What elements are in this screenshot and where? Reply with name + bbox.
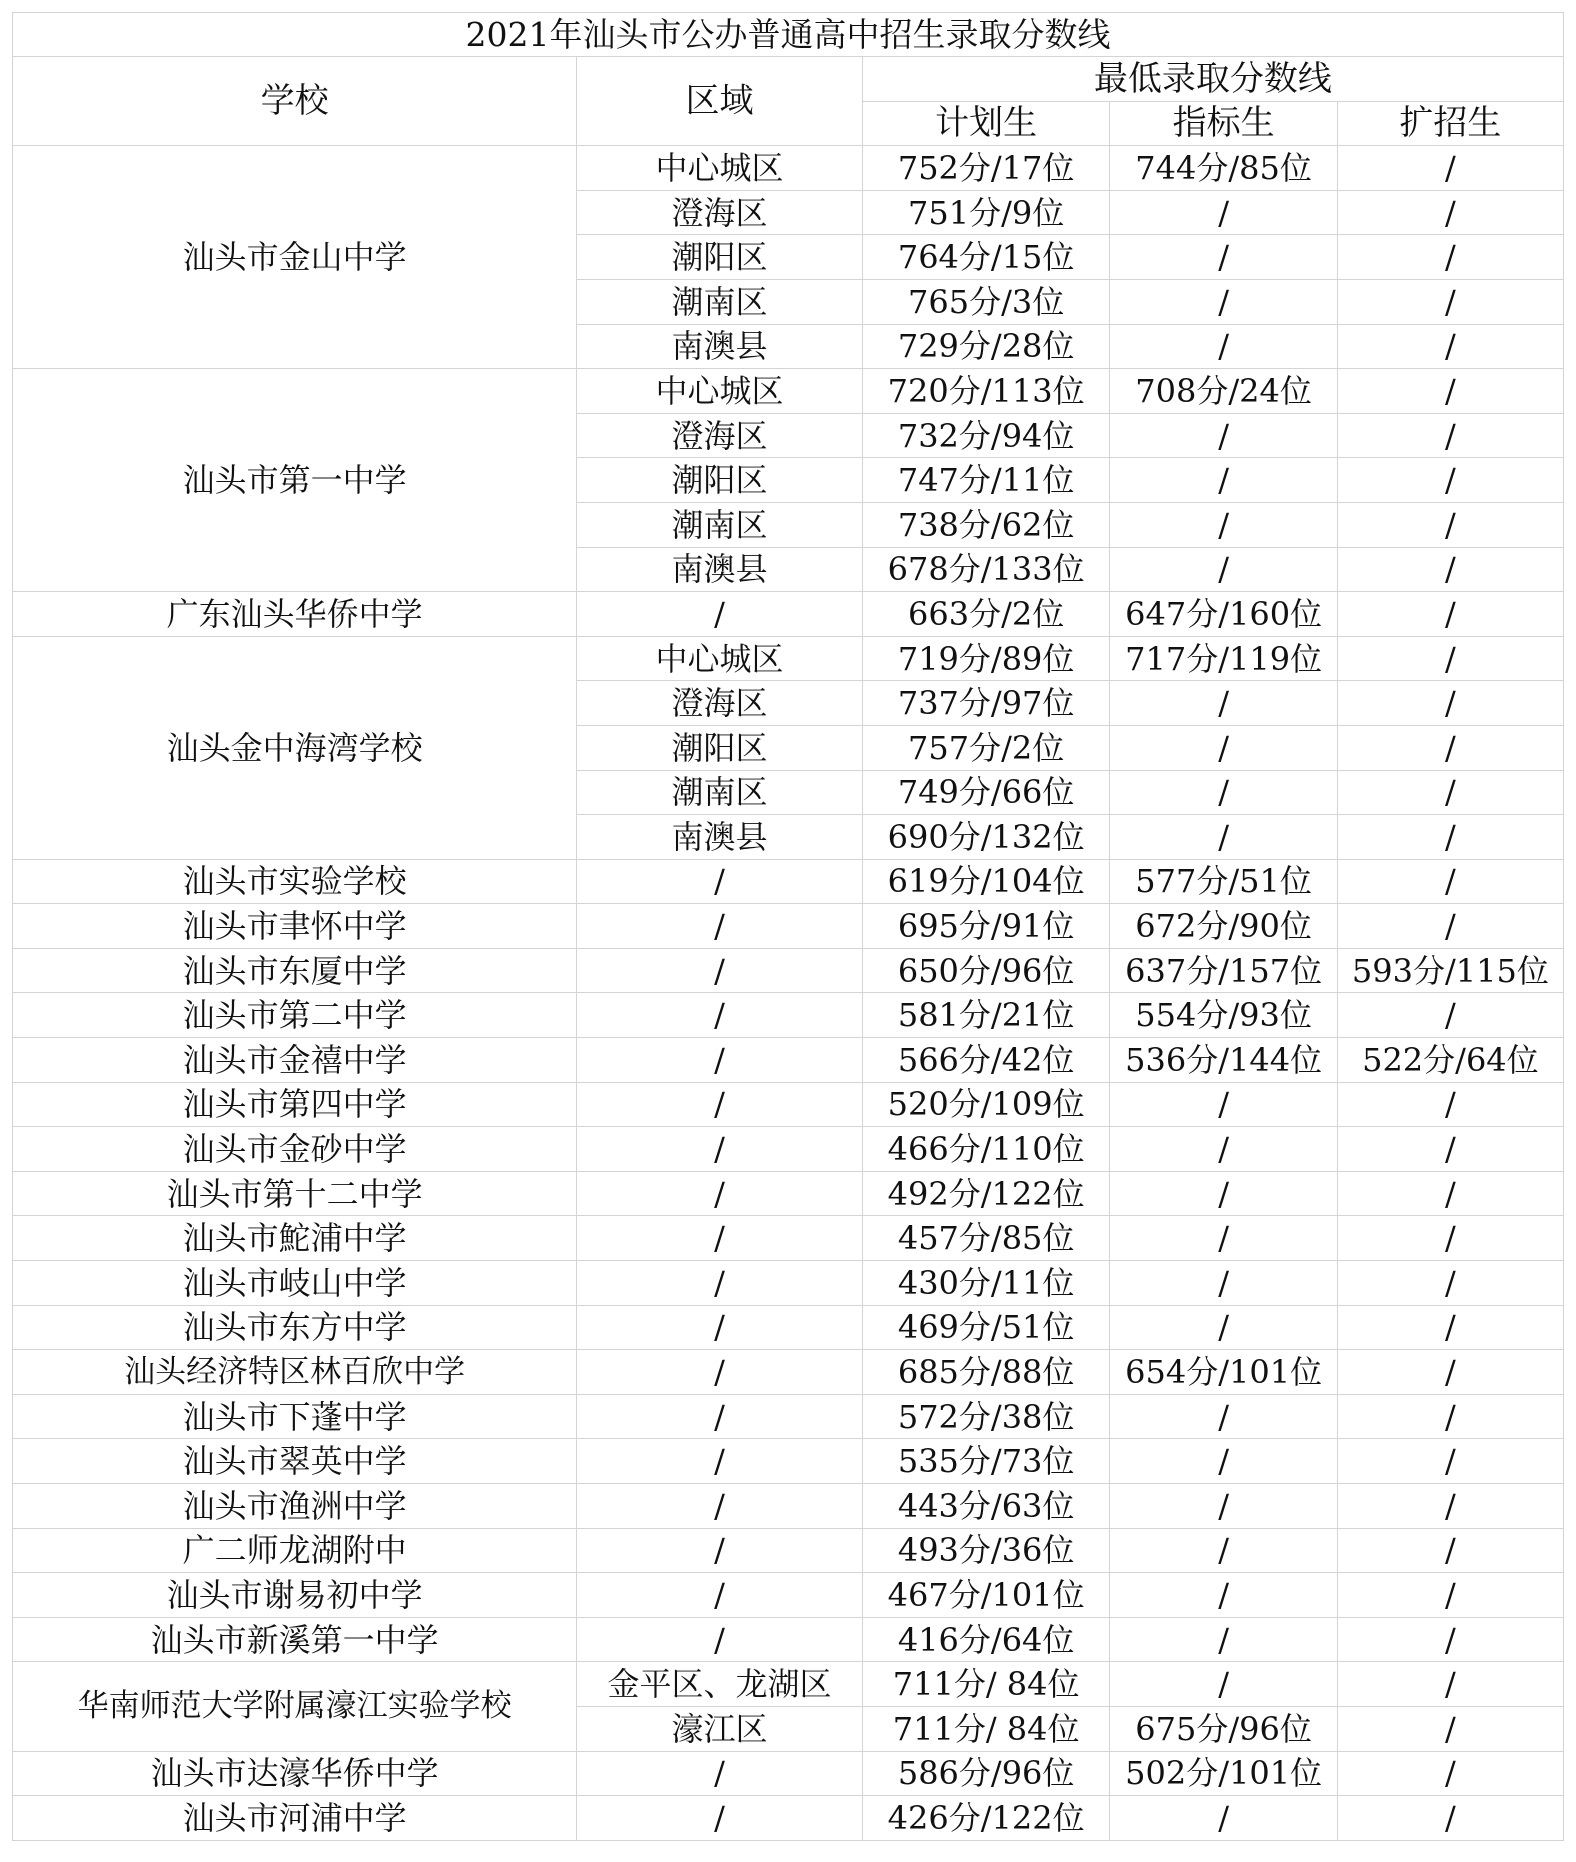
quota-score-cell[interactable]: / <box>1110 279 1337 324</box>
plan-score-cell[interactable]: 678分/133位 <box>862 547 1110 592</box>
quota-score-cell[interactable]: / <box>1110 1662 1337 1707</box>
expand-score-cell[interactable]: / <box>1337 502 1563 547</box>
district-cell[interactable]: / <box>577 592 863 637</box>
district-cell[interactable]: / <box>577 859 863 904</box>
expand-score-cell[interactable]: / <box>1337 190 1563 235</box>
plan-score-cell[interactable]: 738分/62位 <box>862 502 1110 547</box>
quota-score-cell[interactable]: / <box>1110 324 1337 369</box>
plan-score-cell[interactable]: 467分/101位 <box>862 1573 1110 1618</box>
school-cell[interactable]: 广二师龙湖附中 <box>13 1528 577 1573</box>
school-cell[interactable]: 汕头市第四中学 <box>13 1082 577 1127</box>
table-row <box>13 1528 1564 1573</box>
school-cell[interactable]: 汕头市新溪第一中学 <box>13 1617 577 1662</box>
quota-score-cell[interactable]: / <box>1110 1127 1337 1172</box>
quota-score-cell[interactable]: 708分/24位 <box>1110 369 1337 414</box>
expand-score-cell[interactable]: / <box>1337 592 1563 637</box>
quota-score-cell[interactable]: 647分/160位 <box>1110 592 1337 637</box>
quota-score-cell[interactable]: / <box>1110 1216 1337 1261</box>
header-row-1 <box>13 57 1564 102</box>
quota-score-cell[interactable]: / <box>1110 815 1337 860</box>
district-cell[interactable]: 中心城区 <box>577 146 863 191</box>
plan-score-cell[interactable]: 443分/63位 <box>862 1484 1110 1529</box>
table-row <box>13 1350 1564 1395</box>
plan-score-cell[interactable]: 535分/73位 <box>862 1439 1110 1484</box>
school-cell[interactable]: 汕头市鮀浦中学 <box>13 1216 577 1261</box>
quota-score-cell[interactable]: / <box>1110 1261 1337 1306</box>
school-cell[interactable]: 汕头市东厦中学 <box>13 948 577 993</box>
table-row <box>13 146 1564 191</box>
expand-score-cell[interactable]: / <box>1337 1261 1563 1306</box>
expand-score-cell[interactable]: / <box>1337 636 1563 681</box>
quota-score-cell[interactable]: 675分/96位 <box>1110 1706 1337 1751</box>
plan-score-cell[interactable]: 469分/51位 <box>862 1305 1110 1350</box>
plan-score-cell[interactable]: 765分/3位 <box>862 279 1110 324</box>
expand-score-cell[interactable]: / <box>1337 547 1563 592</box>
plan-score-cell[interactable]: 752分/17位 <box>862 146 1110 191</box>
expand-score-cell[interactable]: / <box>1337 1484 1563 1529</box>
school-cell[interactable]: 华南师范大学附属濠江实验学校 <box>13 1662 577 1751</box>
plan-score-cell[interactable]: 566分/42位 <box>862 1038 1110 1083</box>
district-cell[interactable]: 澄海区 <box>577 190 863 235</box>
district-cell[interactable]: 南澳县 <box>577 815 863 860</box>
school-cell[interactable]: 汕头市岐山中学 <box>13 1261 577 1306</box>
plan-score-cell[interactable]: 581分/21位 <box>862 993 1110 1038</box>
expand-score-cell[interactable]: / <box>1337 1751 1563 1796</box>
plan-score-cell[interactable]: 711分/ 84位 <box>862 1706 1110 1751</box>
school-cell[interactable]: 汕头市第十二中学 <box>13 1171 577 1216</box>
plan-score-cell[interactable]: 695分/91位 <box>862 904 1110 949</box>
school-cell[interactable]: 汕头金中海湾学校 <box>13 636 577 859</box>
district-cell[interactable]: 澄海区 <box>577 413 863 458</box>
district-cell[interactable]: / <box>577 1751 863 1796</box>
district-cell[interactable]: / <box>577 904 863 949</box>
school-cell[interactable]: 汕头市金山中学 <box>13 146 577 369</box>
school-cell[interactable]: 汕头市第二中学 <box>13 993 577 1038</box>
expand-score-cell[interactable]: / <box>1337 1394 1563 1439</box>
table-row <box>13 1439 1564 1484</box>
district-cell[interactable]: 南澳县 <box>577 324 863 369</box>
spreadsheet <box>12 12 1564 1841</box>
expand-score-cell[interactable]: / <box>1337 1171 1563 1216</box>
plan-score-cell[interactable]: 586分/96位 <box>862 1751 1110 1796</box>
expand-score-cell[interactable]: / <box>1337 324 1563 369</box>
quota-score-cell[interactable]: / <box>1110 1796 1337 1841</box>
plan-score-cell[interactable]: 690分/132位 <box>862 815 1110 860</box>
table-row <box>13 993 1564 1038</box>
table-row <box>13 592 1564 637</box>
plan-score-cell[interactable]: 520分/109位 <box>862 1082 1110 1127</box>
plan-score-cell[interactable]: 732分/94位 <box>862 413 1110 458</box>
quota-score-cell[interactable]: / <box>1110 547 1337 592</box>
table-row <box>13 1127 1564 1172</box>
district-cell[interactable]: / <box>577 1305 863 1350</box>
quota-score-cell[interactable]: / <box>1110 1439 1337 1484</box>
school-cell[interactable]: 汕头市聿怀中学 <box>13 904 577 949</box>
quota-score-cell[interactable]: 536分/144位 <box>1110 1038 1337 1083</box>
school-cell[interactable]: 汕头市第一中学 <box>13 369 577 592</box>
plan-score-cell[interactable]: 747分/11位 <box>862 458 1110 503</box>
district-cell[interactable]: 潮南区 <box>577 279 863 324</box>
quota-score-cell[interactable]: / <box>1110 725 1337 770</box>
plan-score-cell[interactable]: 685分/88位 <box>862 1350 1110 1395</box>
plan-score-cell[interactable]: 416分/64位 <box>862 1617 1110 1662</box>
quota-score-cell[interactable]: 637分/157位 <box>1110 948 1337 993</box>
expand-score-cell[interactable]: / <box>1337 1796 1563 1841</box>
school-cell[interactable]: 汕头市达濠华侨中学 <box>13 1751 577 1796</box>
table-row <box>13 1573 1564 1618</box>
expand-score-cell[interactable]: / <box>1337 815 1563 860</box>
plan-score-cell[interactable]: 619分/104位 <box>862 859 1110 904</box>
plan-score-cell[interactable]: 737分/97位 <box>862 681 1110 726</box>
header-expand[interactable]: 扩招生 <box>1337 101 1563 146</box>
expand-score-cell[interactable]: / <box>1337 1305 1563 1350</box>
district-cell[interactable]: 潮南区 <box>577 502 863 547</box>
school-cell[interactable]: 广东汕头华侨中学 <box>13 592 577 637</box>
expand-score-cell[interactable]: / <box>1337 1216 1563 1261</box>
expand-score-cell[interactable]: / <box>1337 904 1563 949</box>
table-row <box>13 369 1564 414</box>
quota-score-cell[interactable]: 744分/85位 <box>1110 146 1337 191</box>
plan-score-cell[interactable]: 457分/85位 <box>862 1216 1110 1261</box>
table-row <box>13 1082 1564 1127</box>
district-cell[interactable]: 潮阳区 <box>577 235 863 280</box>
table-row <box>13 859 1564 904</box>
quota-score-cell[interactable]: 502分/101位 <box>1110 1751 1337 1796</box>
table-row <box>13 1305 1564 1350</box>
quota-score-cell[interactable]: / <box>1110 1617 1337 1662</box>
table-title[interactable]: 2021年汕头市公办普通高中招生录取分数线 <box>13 13 1564 57</box>
quota-score-cell[interactable]: / <box>1110 1484 1337 1529</box>
table-row <box>13 1617 1564 1662</box>
district-cell[interactable]: / <box>577 1127 863 1172</box>
header-quota[interactable]: 指标生 <box>1110 101 1337 146</box>
school-cell[interactable]: 汕头市东方中学 <box>13 1305 577 1350</box>
quota-score-cell[interactable]: 672分/90位 <box>1110 904 1337 949</box>
expand-score-cell[interactable]: 593分/115位 <box>1337 948 1563 993</box>
expand-score-cell[interactable]: / <box>1337 1082 1563 1127</box>
district-cell[interactable]: / <box>577 1484 863 1529</box>
expand-score-cell[interactable]: / <box>1337 725 1563 770</box>
table-row <box>13 1394 1564 1439</box>
header-min-score-group[interactable]: 最低录取分数线 <box>862 57 1563 102</box>
district-cell[interactable]: / <box>577 1439 863 1484</box>
plan-score-cell[interactable]: 719分/89位 <box>862 636 1110 681</box>
quota-score-cell[interactable]: / <box>1110 1305 1337 1350</box>
district-cell[interactable]: 潮阳区 <box>577 725 863 770</box>
expand-score-cell[interactable]: / <box>1337 1127 1563 1172</box>
district-cell[interactable]: 潮阳区 <box>577 458 863 503</box>
quota-score-cell[interactable]: / <box>1110 1171 1337 1216</box>
district-cell[interactable]: / <box>577 1617 863 1662</box>
expand-score-cell[interactable]: 522分/64位 <box>1337 1038 1563 1083</box>
table-row <box>13 1484 1564 1529</box>
quota-score-cell[interactable]: 577分/51位 <box>1110 859 1337 904</box>
district-cell[interactable]: / <box>577 1796 863 1841</box>
table-row <box>13 1171 1564 1216</box>
plan-score-cell[interactable]: 711分/ 84位 <box>862 1662 1110 1707</box>
title-row <box>13 13 1564 57</box>
plan-score-cell[interactable]: 764分/15位 <box>862 235 1110 280</box>
quota-score-cell[interactable]: / <box>1110 770 1337 815</box>
plan-score-cell[interactable]: 749分/66位 <box>862 770 1110 815</box>
quota-score-cell[interactable]: / <box>1110 1394 1337 1439</box>
plan-score-cell[interactable]: 729分/28位 <box>862 324 1110 369</box>
district-cell[interactable]: / <box>577 993 863 1038</box>
expand-score-cell[interactable]: / <box>1337 1350 1563 1395</box>
table-row <box>13 1662 1564 1707</box>
school-cell[interactable]: 汕头市翠英中学 <box>13 1439 577 1484</box>
plan-score-cell[interactable]: 720分/113位 <box>862 369 1110 414</box>
district-cell[interactable]: / <box>577 1082 863 1127</box>
table-row <box>13 948 1564 993</box>
district-cell[interactable]: / <box>577 1038 863 1083</box>
plan-score-cell[interactable]: 426分/122位 <box>862 1796 1110 1841</box>
district-cell[interactable]: 濠江区 <box>577 1706 863 1751</box>
quota-score-cell[interactable]: / <box>1110 502 1337 547</box>
quota-score-cell[interactable]: / <box>1110 1082 1337 1127</box>
table-row <box>13 636 1564 681</box>
header-plan[interactable]: 计划生 <box>862 101 1110 146</box>
expand-score-cell[interactable]: / <box>1337 458 1563 503</box>
district-cell[interactable]: / <box>577 1528 863 1573</box>
table-row <box>13 1796 1564 1841</box>
plan-score-cell[interactable]: 572分/38位 <box>862 1394 1110 1439</box>
district-cell[interactable]: / <box>577 1216 863 1261</box>
expand-score-cell[interactable]: / <box>1337 770 1563 815</box>
table-row <box>13 904 1564 949</box>
plan-score-cell[interactable]: 757分/2位 <box>862 725 1110 770</box>
district-cell[interactable]: 金平区、龙湖区 <box>577 1662 863 1707</box>
quota-score-cell[interactable]: / <box>1110 190 1337 235</box>
plan-score-cell[interactable]: 650分/96位 <box>862 948 1110 993</box>
expand-score-cell[interactable]: / <box>1337 235 1563 280</box>
plan-score-cell[interactable]: 492分/122位 <box>862 1171 1110 1216</box>
expand-score-cell[interactable]: / <box>1337 413 1563 458</box>
table-row <box>13 1751 1564 1796</box>
district-cell[interactable]: / <box>577 1171 863 1216</box>
expand-score-cell[interactable]: / <box>1337 1662 1563 1707</box>
expand-score-cell[interactable]: / <box>1337 1439 1563 1484</box>
quota-score-cell[interactable]: / <box>1110 458 1337 503</box>
district-cell[interactable]: / <box>577 1573 863 1618</box>
expand-score-cell[interactable]: / <box>1337 1706 1563 1751</box>
quota-score-cell[interactable]: 717分/119位 <box>1110 636 1337 681</box>
school-cell[interactable]: 汕头市谢易初中学 <box>13 1573 577 1618</box>
school-cell[interactable]: 汕头市下蓬中学 <box>13 1394 577 1439</box>
district-cell[interactable]: 南澳县 <box>577 547 863 592</box>
quota-score-cell[interactable]: / <box>1110 1528 1337 1573</box>
expand-score-cell[interactable]: / <box>1337 859 1563 904</box>
expand-score-cell[interactable]: / <box>1337 1617 1563 1662</box>
school-cell[interactable]: 汕头市金砂中学 <box>13 1127 577 1172</box>
district-cell[interactable]: 潮南区 <box>577 770 863 815</box>
expand-score-cell[interactable]: / <box>1337 1573 1563 1618</box>
plan-score-cell[interactable]: 751分/9位 <box>862 190 1110 235</box>
district-cell[interactable]: 澄海区 <box>577 681 863 726</box>
expand-score-cell[interactable]: / <box>1337 993 1563 1038</box>
plan-score-cell[interactable]: 493分/36位 <box>862 1528 1110 1573</box>
district-cell[interactable]: / <box>577 1394 863 1439</box>
school-cell[interactable]: 汕头市河浦中学 <box>13 1796 577 1841</box>
district-cell[interactable]: / <box>577 1261 863 1306</box>
quota-score-cell[interactable]: 654分/101位 <box>1110 1350 1337 1395</box>
district-cell[interactable]: / <box>577 948 863 993</box>
quota-score-cell[interactable]: / <box>1110 681 1337 726</box>
quota-score-cell[interactable]: / <box>1110 235 1337 280</box>
header-school[interactable]: 学校 <box>13 57 577 146</box>
quota-score-cell[interactable]: 554分/93位 <box>1110 993 1337 1038</box>
expand-score-cell[interactable]: / <box>1337 279 1563 324</box>
admission-score-table <box>12 12 1564 1841</box>
plan-score-cell[interactable]: 663分/2位 <box>862 592 1110 637</box>
school-cell[interactable]: 汕头市实验学校 <box>13 859 577 904</box>
quota-score-cell[interactable]: / <box>1110 1573 1337 1618</box>
district-cell[interactable]: 中心城区 <box>577 636 863 681</box>
table-row <box>13 1038 1564 1083</box>
district-cell[interactable]: / <box>577 1350 863 1395</box>
school-cell[interactable]: 汕头市渔洲中学 <box>13 1484 577 1529</box>
plan-score-cell[interactable]: 466分/110位 <box>862 1127 1110 1172</box>
plan-score-cell[interactable]: 430分/11位 <box>862 1261 1110 1306</box>
expand-score-cell[interactable]: / <box>1337 146 1563 191</box>
school-cell[interactable]: 汕头经济特区林百欣中学 <box>13 1350 577 1395</box>
table-row <box>13 1261 1564 1306</box>
expand-score-cell[interactable]: / <box>1337 369 1563 414</box>
header-district[interactable]: 区域 <box>577 57 863 146</box>
expand-score-cell[interactable]: / <box>1337 1528 1563 1573</box>
expand-score-cell[interactable]: / <box>1337 681 1563 726</box>
quota-score-cell[interactable]: / <box>1110 413 1337 458</box>
district-cell[interactable]: 中心城区 <box>577 369 863 414</box>
table-row <box>13 1216 1564 1261</box>
school-cell[interactable]: 汕头市金禧中学 <box>13 1038 577 1083</box>
